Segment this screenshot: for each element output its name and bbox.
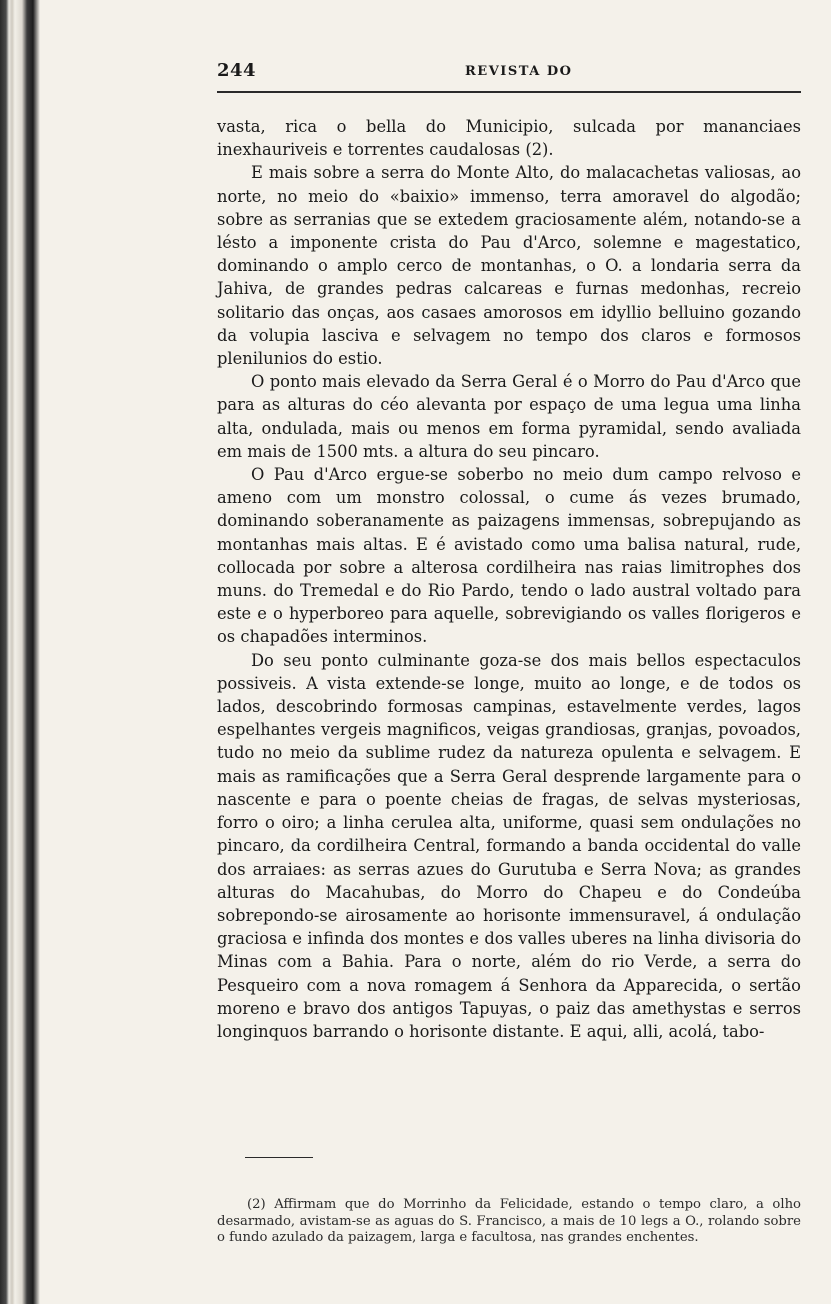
- header-rule: [217, 91, 801, 93]
- book-binding-edge: [0, 0, 40, 1304]
- paragraph: O ponto mais elevado da Serra Geral é o Morro do Pau d'Arco que para as alturas do céo alevanta por espaço de uma legua uma linha alta, ondulada, mais ou menos em forma pyramidal, sendo avaliada em mais de 1500 mts. a altura do seu pincaro.: [217, 372, 801, 461]
- paragraph: Do seu ponto culminante goza-se dos mais bellos espectaculos possiveis. A vista extende-se longe, muito ao longe, e de todos os lados, descobrindo formosas campinas, estavelmente verdes, lagos espelhantes vergeis magnificos, veigas grandiosas, granjas, povoados, tudo no meio da sublime rudez da natureza opulenta e selvagem. E mais as ramificações que a Serra Geral desprende largamente para o nascente e para o poente cheias de fragas, de selvas mysteriosas, forro o oiro; a linha cerulea alta, uniforme, quasi sem ondulações no pincaro, da cordilheira Central, formando a banda occidental do valle dos arraiaes: as serras azues do Gurutuba e Serra Nova; as grandes alturas do Macahubas, do Morro do Chapeu e do Condeúba sobrepondo-se airosamente ao horisonte immensuravel, á ondulação graciosa e infinda dos montes e dos valles uberes na linha divisoria do Minas com a Bahia. Para o norte, além do rio Verde, a serra do Pesqueiro com a nova romagem á Senhora da Apparecida, o sertão moreno e bravo dos antigos Tapuyas, o paiz das amethystas e serros longinquos barrando o horisonte distante. E aqui, alli, acolá, tabo-: [217, 650, 801, 1041]
- paragraph-continued: vasta, rica o bella do Municipio, sulcada por mananciaes inexhauriveis e torrentes caudalosas (2).: [217, 117, 801, 160]
- paragraph: O Pau d'Arco ergue-se soberbo no meio dum campo relvoso e ameno com um monstro colossal, o cume ás vezes brumado, dominando soberanamente as paizagens immensas, sobrepujando as montanhas mais altas. E é avistado como uma balisa natural, rude, collocada por sobre a alterosa cordilheira nas raias limitrophes dos muns. do Tremedal e do Rio Pardo, tendo o lado austral voltado para este e o hyperboreo para aquelle, sobrevigiando os valles florigeros e os chapadões interminos.: [217, 465, 801, 647]
- paragraph: E mais sobre a serra do Monte Alto, do malacachetas valiosas, ao norte, no meio do «baixio» immenso, terra amoravel do algodão; sobre as serranias que se extedem graciosamente além, notando-se a lésto a imponente crista do Pau d'Arco, solemne e magestatico, dominando o amplo cerco de montanhas, o O. a londaria serra da Jahiva, de grandes pedras calcareas e furnas medonhas, recreio solitario das onças, aos casaes amorosos em idyllio belluino gozando da volupia lasciva e selvagem no tempo dos claros e formosos plenilunios do estio.: [217, 163, 801, 369]
- footnote: (2) Affirmam que do Morrinho da Felicidade, estando o tempo claro, a olho desarmado, avistam-se as aguas do S. Francisco, a mais de 10 legs a O., rolando sobre o fundo azulado da paizagem, larga e facultosa, nas grandes enchentes.: [217, 1197, 801, 1246]
- page-header: [217, 60, 801, 90]
- running-head: REVISTA DO: [465, 64, 573, 79]
- body-text: [217, 115, 801, 1043]
- footnote-rule: [245, 1157, 313, 1158]
- page-number: 244: [217, 60, 257, 81]
